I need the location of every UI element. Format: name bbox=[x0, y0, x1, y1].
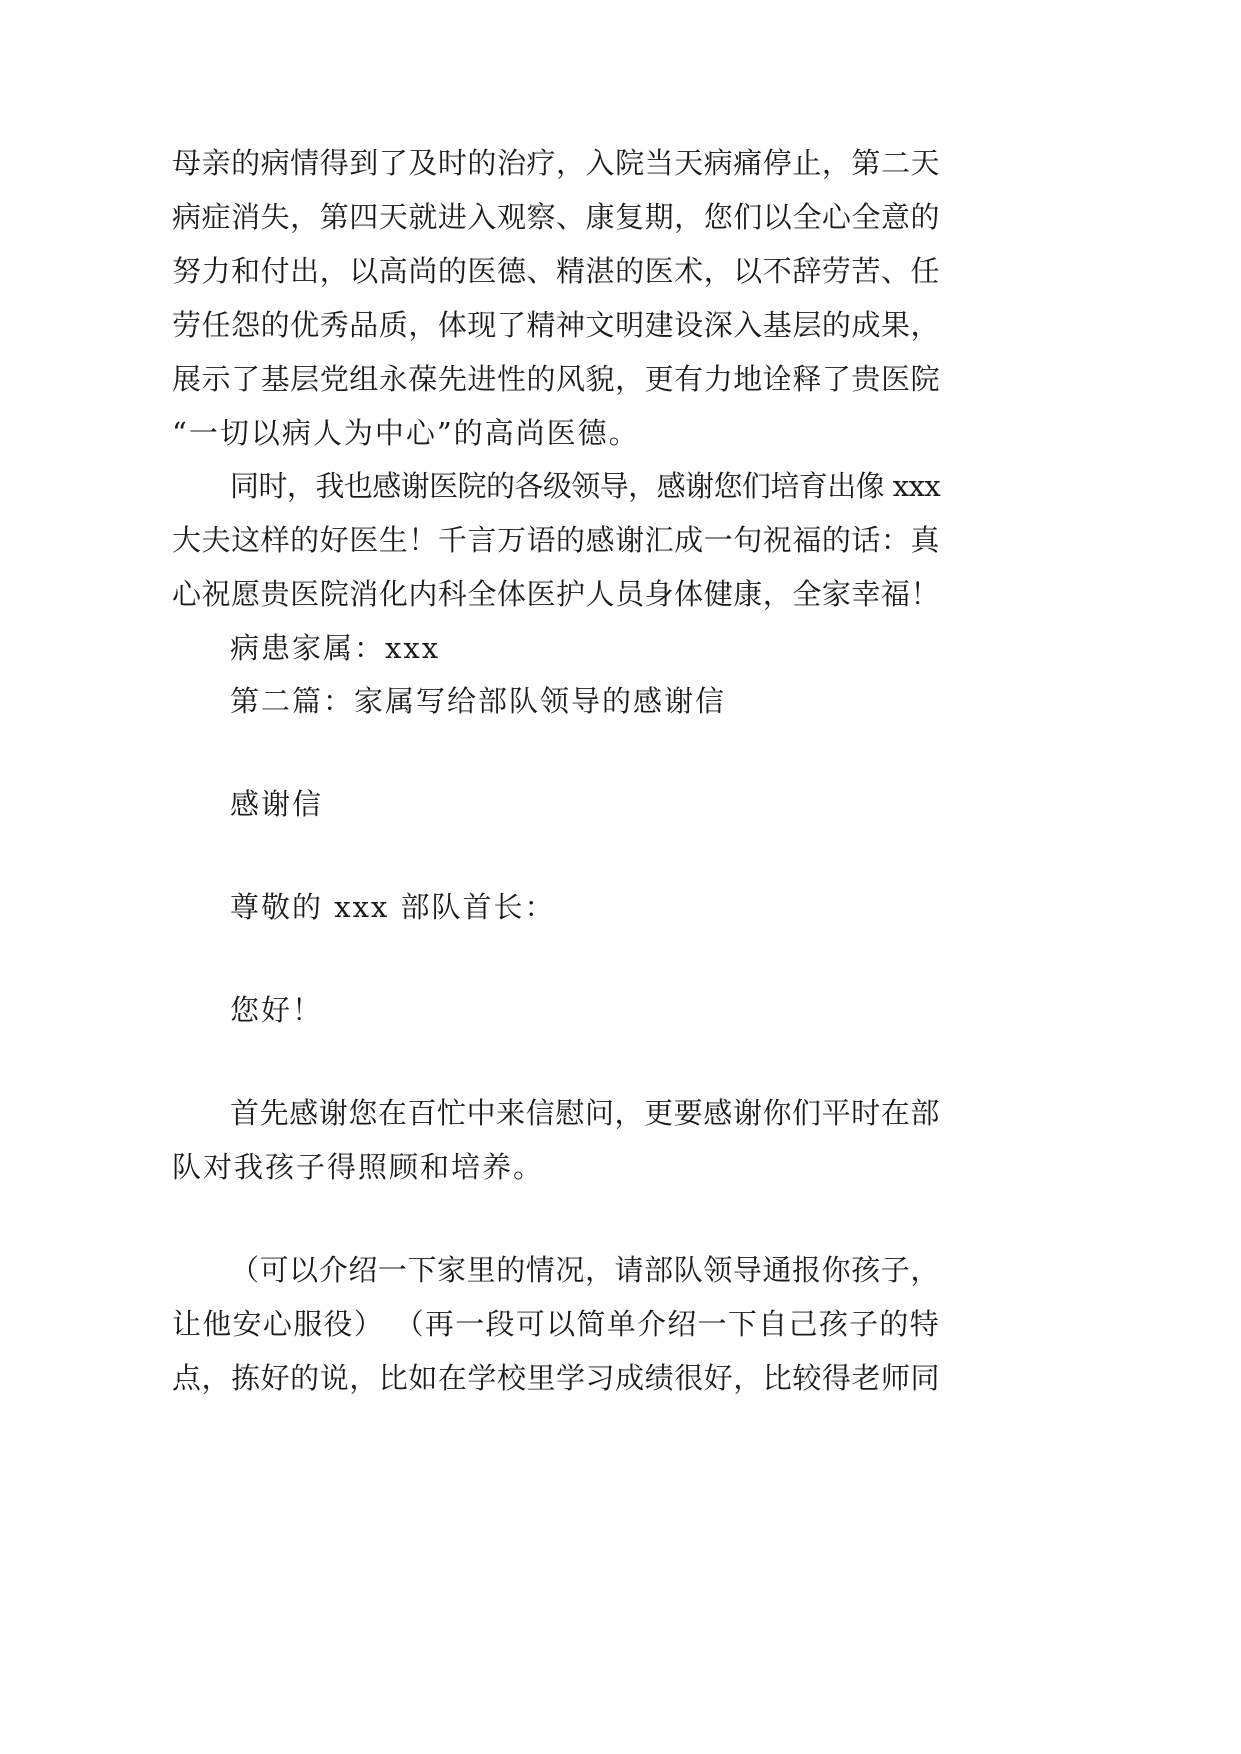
text-line: 点，拣好的说，比如在学校里学习成绩很好，比较得老师同 bbox=[172, 1361, 941, 1395]
text-line: 让他安心服役） （再一段可以简单介绍一下自己孩子的特 bbox=[172, 1307, 941, 1341]
text-line: “一切以病人为中心”的高尚医德。 bbox=[172, 416, 640, 450]
section-title: 第二篇：家属写给部队领导的感谢信 bbox=[230, 684, 727, 718]
greeting: 您好！ bbox=[230, 993, 324, 1027]
salutation: 尊敬的 xxx 部队首长： bbox=[230, 890, 556, 924]
text-line: 病症消失，第四天就进入观察、康复期，您们以全心全意的 bbox=[172, 200, 941, 234]
text-line: 大夫这样的好医生！千言万语的感谢汇成一句祝福的话：真 bbox=[172, 523, 941, 557]
letter-title: 感谢信 bbox=[230, 787, 324, 821]
text-line: 同时，我也感谢医院的各级领导，感谢您们培育出像 xxx bbox=[230, 469, 941, 503]
text-line: 展示了基层党组永葆先进性的风貌，更有力地诠释了贵医院 bbox=[172, 362, 941, 396]
text-line: 劳任怨的优秀品质，体现了精神文明建设深入基层的成果， bbox=[172, 308, 941, 342]
text-line: 队对我孩子得照顾和培养。 bbox=[172, 1150, 545, 1184]
text-line: 努力和付出，以高尚的医德、精湛的医术，以不辞劳苦、任 bbox=[172, 254, 941, 288]
text-line: （可以介绍一下家里的情况，请部队领导通报你孩子， bbox=[230, 1253, 940, 1287]
text-line: 心祝愿贵医院消化内科全体医护人员身体健康，全家幸福！ bbox=[172, 577, 941, 611]
signature: 病患家属：xxx bbox=[230, 631, 441, 665]
text-line: 母亲的病情得到了及时的治疗，入院当天病痛停止，第二天 bbox=[172, 146, 941, 180]
text-line: 首先感谢您在百忙中来信慰问，更要感谢你们平时在部 bbox=[230, 1096, 940, 1130]
